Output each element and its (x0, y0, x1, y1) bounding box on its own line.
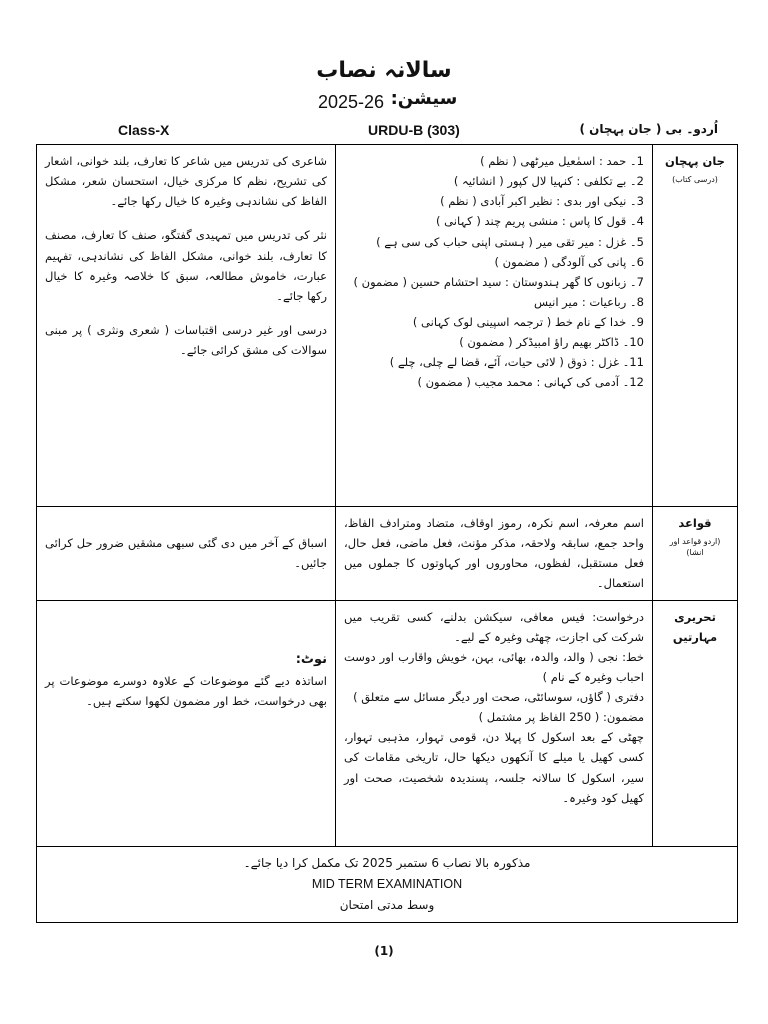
footer-cell (37, 846, 738, 923)
prose-teaching-note: نثر کی تدریس میں تمہیدی گفتگو، صنف کا تعارف، مصنف کا تعارف، بلند خوانی، مشکل الفاظ کی نشاندہی، تفہیم عبارت، خاموش مطالعہ، سبق کا خلاصہ وغیرہ کا خیال رکھا جائے۔ (45, 228, 327, 303)
extracts-note: درسی اور غیر درسی اقتباسات ( شعری ونثری ) پر مبنی سوالات کی مشق کرائی جائے۔ (45, 322, 327, 357)
heading-writing-skills: تحریری مہارتیں (672, 609, 718, 644)
subheading-textbook: (درسی کتاب) (672, 175, 718, 185)
lesson-item: 10۔ ڈاکٹر بھیم راؤ امبیڈکر ( مضمون ) (459, 335, 644, 350)
essay-topics: چھٹی کے بعد اسکول کا پہلا دن، قومی تہوار، مذہبی تہوار، کسی کھیل یا میلے کا آنکھوں دیکھا حال، تاریخی مقامات کی سیر، اسکول کا سالانہ جلسہ، پسندیدہ شخصیت، صحت اور کھیل کود وغیرہ۔ (344, 730, 644, 805)
row-heading (653, 600, 738, 846)
grammar-topics-cell (336, 507, 653, 601)
grammar-note: اسباق کے آخر میں دی گئی سبھی مشقیں ضرور حل کرائی جائیں۔ (45, 536, 327, 571)
note-text: اساتذہ دیے گئے موضوعات کے علاوہ دوسرے موضوعات پر بھی درخواست، خط اور مضمون لکھوا سکتے ہیں۔ (45, 674, 327, 709)
completion-note: مذکورہ بالا نصاب 6 ستمبر 2025 تک مکمل کرا دیا جائے۔ (243, 855, 531, 870)
row-jaan-pehchaan (37, 145, 738, 507)
row-heading (653, 145, 738, 507)
teaching-notes-cell (37, 145, 336, 507)
subheading-grammar: (اردو قواعد اور انشا) (669, 537, 721, 557)
lesson-item: 6۔ پانی کی آلودگی ( مضمون ) (494, 254, 644, 269)
lesson-item: 5۔ غزل : میر تقی میر ( ہستی اپنی حباب کی سی ہے ) (376, 234, 644, 249)
grammar-note-cell (37, 507, 336, 601)
lesson-item: 8۔ رباعیات : میر انیس (534, 294, 644, 309)
page-number: (1) (374, 944, 394, 958)
heading-qawaid: قواعد (678, 516, 712, 530)
row-qawaid (37, 507, 738, 601)
poetry-teaching-note: شاعری کی تدریس میں شاعر کا تعارف، بلند خوانی، اشعار کی تشریح، نظم کا مرکزی خیال، استحسان شعر، مشکل الفاظ کی نشاندہی وغیرہ کا خیال رکھا جائے۔ (45, 154, 327, 209)
class-label: Class-X (118, 122, 170, 138)
lesson-item: 3۔ نیکی اور بدی : نظیر اکبر آبادی ( نظم ) (440, 194, 644, 209)
exam-title-english: MID TERM EXAMINATION (311, 876, 463, 891)
row-heading (653, 507, 738, 601)
application-topics: درخواست: فیس معافی، سیکشن بدلنے، کسی تقریب میں شرکت کی اجازت، چھٹی وغیرہ کے لیے۔ (344, 609, 644, 644)
session-year: 2025-26 (318, 92, 385, 112)
heading-jaan-pehchaan: جان پہچان (665, 154, 725, 168)
writing-skills-cell (336, 600, 653, 846)
lesson-item: 9۔ خدا کے نام خط ( ترجمہ اسپینی لوک کہانی ) (412, 315, 644, 329)
letter-official: دفتری ( گاؤں، سوسائٹی، صحت اور دیگر مسائل سے متعلق ) (353, 690, 644, 704)
row-tahriri (37, 600, 738, 846)
lesson-list (344, 151, 644, 393)
syllabus-table (36, 144, 738, 923)
row-footer (37, 846, 738, 923)
lesson-item: 12۔ آدمی کی کہانی : محمد مجیب ( مضمون ) (417, 375, 644, 390)
grammar-topics: اسم معرفہ، اسم نکرہ، رموز اوقاف، متضاد ومترادف الفاظ، واحد جمع، سابقہ ولاحقہ، مذکر مؤنث، فعل ماضی، فعل حال، فعل مستقبل، لفظوں، محاوروں اور کہاوتوں کا جملوں میں استعمال۔ (344, 516, 644, 591)
exam-title-urdu: وسط مدتی امتحان (339, 898, 435, 913)
lesson-item: 1۔ حمد : اسمٰعیل میرٹھی ( نظم ) (480, 154, 644, 168)
lessons-cell (336, 145, 653, 507)
session-label-text: سیشن: (390, 88, 458, 109)
essay-length: مضمون: ( 250 الفاظ پر مشتمل ) (478, 710, 644, 725)
subject-code: URDU-B (303) (368, 122, 460, 138)
lesson-item: 11۔ غزل : ذوق ( لائی حیات، آئے، قضا لے چلی، چلے ) (389, 355, 644, 370)
lesson-item: 2۔ بے تکلفی : کنہیا لال کپور ( انشائیہ ) (453, 174, 644, 189)
subject-name: اُردو۔ بی ( جان پہچان ) (579, 122, 718, 136)
letter-personal: خط: نجی ( والد، والدہ، بھائی، بہن، خویش واقارب اور دوست احباب وغیرہ کے نام ) (344, 649, 644, 684)
lesson-item: 4۔ قول کا پاس : منشی پریم چند ( کہانی ) (436, 214, 644, 229)
lesson-item: 7۔ زبانوں کا گھر ہندوستان : سید احتشام حسین ( مضمون ) (353, 274, 644, 289)
writing-note-cell (37, 600, 336, 846)
session-label (40, 88, 768, 109)
page-title: سالانہ نصاب (316, 58, 452, 83)
note-title: نوٹ: (295, 651, 327, 667)
